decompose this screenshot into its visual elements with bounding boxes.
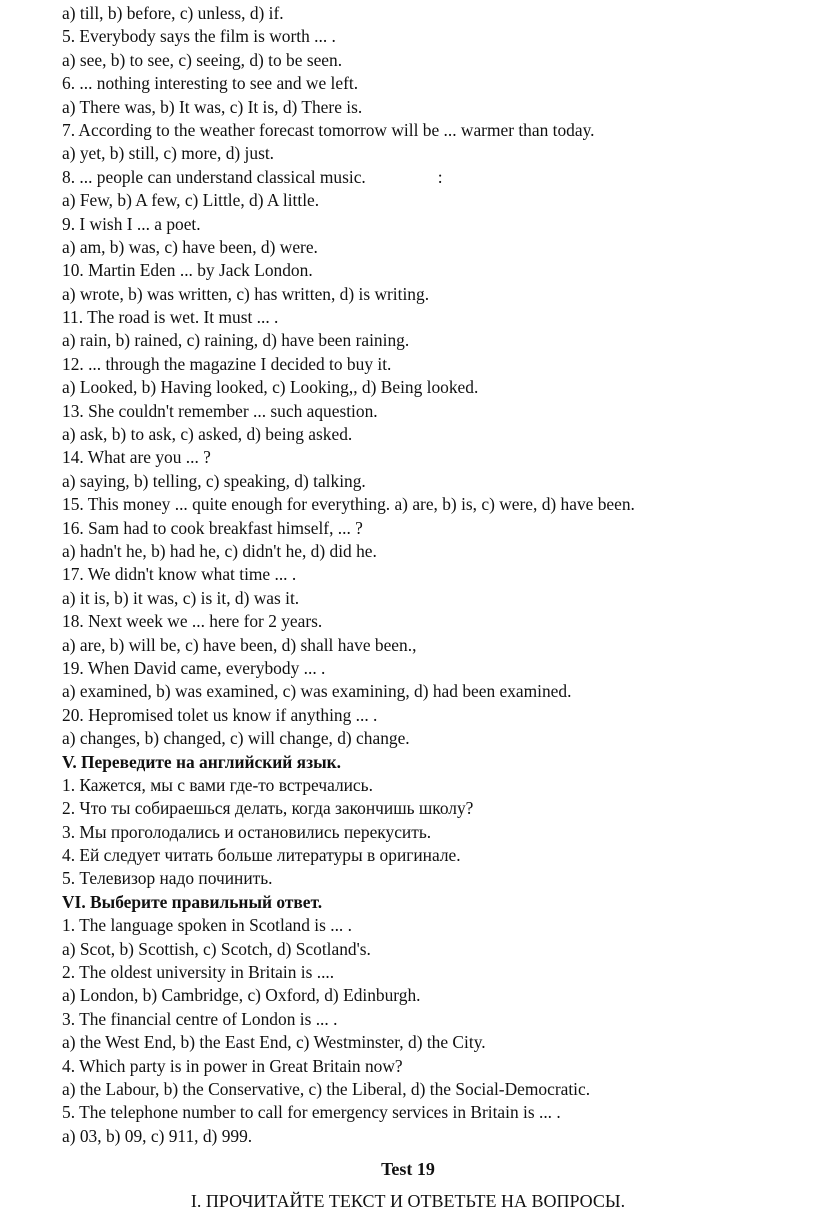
translation-item: 4. Ей следует читать больше литературы в оригинале.	[62, 845, 461, 866]
section-title: I. ПРОЧИТАЙТЕ ТЕКСТ И ОТВЕТЬТЕ НА ВОПРОСЫ.	[190, 1191, 626, 1212]
options-line: a) the Labour, b) the Conservative, c) the Liberal, d) the Social-Democratic.	[62, 1078, 591, 1099]
options-line: a) Looked, b) Having looked, c) Looking,, d) Being looked.	[62, 377, 479, 398]
question-line: 10. Martin Eden ... by Jack London.	[62, 260, 313, 281]
options-line: a) examined, b) was examined, c) was examining, d) had been examined.	[62, 681, 572, 702]
question-line: 7. According to the weather forecast tomorrow will be ... warmer than today.	[62, 119, 595, 140]
question-line: 2. The oldest university in Britain is ....	[62, 962, 335, 983]
options-line: a) rain, b) rained, c) raining, d) have been raining.	[62, 330, 410, 351]
question-line: 17. We didn't know what time ... .	[62, 564, 297, 585]
translation-item: 1. Кажется, мы с вами где-то встречались.	[62, 774, 373, 795]
question-line	[62, 166, 796, 189]
section-heading-v: V. Переведите на английский язык.	[62, 751, 342, 772]
question-line: 12. ... through the magazine I decided to buy it.	[62, 353, 392, 374]
question-line: 20. Hepromised tolet us know if anything ... .	[62, 704, 378, 725]
options-line: a) saying, b) telling, c) speaking, d) talking.	[62, 470, 366, 491]
question-text: 8. ... people can understand classical music.	[62, 166, 366, 187]
section-heading-vi: VI. Выберите правильный ответ.	[62, 891, 323, 912]
question-line: 4. Which party is in power in Great Britain now?	[62, 1055, 403, 1076]
options-line: a) it is, b) it was, c) is it, d) was it.	[62, 587, 300, 608]
question-line: 1. The language spoken in Scotland is ... .	[62, 915, 352, 936]
question-line: 18. Next week we ... here for 2 years.	[62, 611, 323, 632]
options-line: a) Scot, b) Scottish, c) Scotch, d) Scotland's.	[62, 938, 371, 959]
question-line: 15. This money ... quite enough for everything. a) are, b) is, c) were, d) have been.	[62, 494, 635, 515]
translation-item: 5. Телевизор надо починить.	[62, 868, 273, 889]
question-line: 6. ... nothing interesting to see and we left.	[62, 73, 359, 94]
question-line: 5. The telephone number to call for emergency services in Britain is ... .	[62, 1102, 561, 1123]
options-line: a) yet, b) still, c) more, d) just.	[62, 143, 275, 164]
translation-item: 3. Мы проголодались и остановились перекусить.	[62, 821, 432, 842]
test-title: Test 19	[381, 1159, 435, 1180]
options-line: a) hadn't he, b) had he, c) didn't he, d) did he.	[62, 540, 377, 561]
question-line: 16. Sam had to cook breakfast himself, ... ?	[62, 517, 363, 538]
question-line: 14. What are you ... ?	[62, 447, 211, 468]
options-line: a) changes, b) changed, c) will change, d) change.	[62, 728, 410, 749]
options-line: a) are, b) will be, c) have been, d) shall have been.,	[62, 634, 417, 655]
title-block	[0, 1157, 816, 1213]
question-line: 11. The road is wet. It must ... .	[62, 307, 279, 328]
question-line: 13. She couldn't remember ... such aquestion.	[62, 400, 378, 421]
text-line: a) till, b) before, c) unless, d) if.	[62, 3, 284, 23]
stray-colon: :	[437, 166, 443, 187]
options-line: a) Few, b) A few, c) Little, d) A little.	[62, 190, 320, 211]
options-line: a) There was, b) It was, c) It is, d) There is.	[62, 96, 363, 117]
options-line: a) 03, b) 09, c) 911, d) 999.	[62, 1125, 253, 1146]
question-line: 3. The financial centre of London is ... .	[62, 1008, 338, 1029]
question-line: 5. Everybody says the film is worth ... .	[62, 26, 336, 47]
question-line: 19. When David came, everybody ... .	[62, 657, 326, 678]
translation-item: 2. Что ты собираешься делать, когда закончишь школу?	[62, 798, 474, 819]
options-line: a) ask, b) to ask, c) asked, d) being asked.	[62, 424, 353, 445]
options-line: a) wrote, b) was written, c) has written, d) is writing.	[62, 283, 430, 304]
question-line: 9. I wish I ... a poet.	[62, 213, 201, 234]
options-line: a) London, b) Cambridge, c) Oxford, d) Edinburgh.	[62, 985, 421, 1006]
options-line: a) see, b) to see, c) seeing, d) to be seen.	[62, 49, 343, 70]
options-line: a) am, b) was, c) have been, d) were.	[62, 236, 318, 257]
options-line: a) the West End, b) the East End, c) Westminster, d) the City.	[62, 1032, 486, 1053]
